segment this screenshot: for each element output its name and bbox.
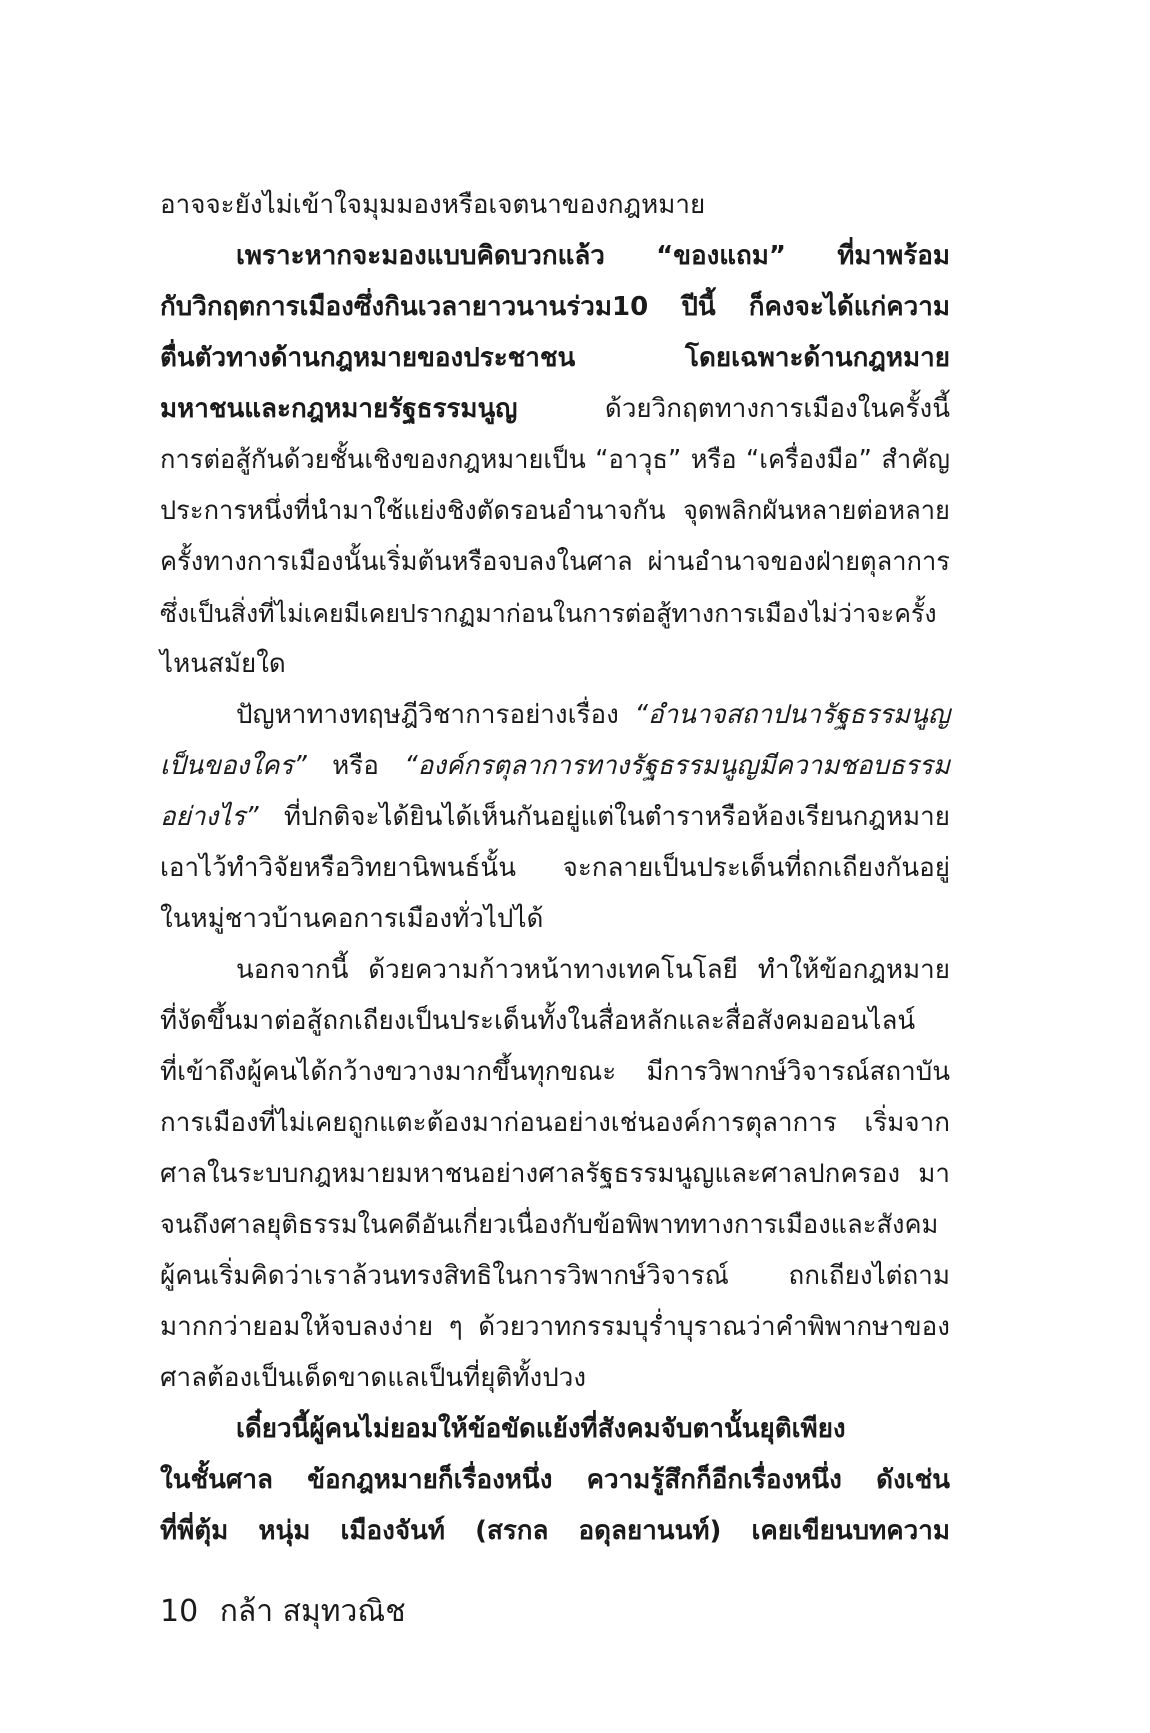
text-segment: เป็นของใคร” xyxy=(160,751,307,781)
text-line xyxy=(160,1047,950,1098)
text-segment: อย่างไร” xyxy=(160,802,259,832)
text-segment: “องค์กรตุลาการทางรัฐธรรมนูญมีความชอบธรรม xyxy=(404,751,950,781)
text-segment: “อำนาจสถาปนารัฐธรรมนูญ xyxy=(634,700,950,730)
text-line xyxy=(160,1098,950,1149)
text-segment: ที่เข้าถึงผู้คนได้กว้างขวางมากขึ้นทุกขณะ มีการวิพากษ์วิจารณ์สถาบัน xyxy=(160,1057,950,1087)
text-segment: ด้วยวิกฤตทางการเมืองในครั้งนี้ xyxy=(517,394,950,424)
body-text xyxy=(160,180,950,1557)
text-segment: เพราะหากจะมองแบบคิดบวกแล้ว “ของแถม” ที่มาพร้อม xyxy=(236,241,950,271)
text-line xyxy=(160,843,950,894)
text-line xyxy=(160,180,950,231)
text-line xyxy=(160,690,950,741)
text-line xyxy=(160,588,950,639)
text-line xyxy=(160,894,950,945)
text-segment: ประการหนึ่งที่นำมาใช้แย่งชิงตัดรอนอำนาจกัน จุดพลิกผันหลายต่อหลาย xyxy=(160,496,950,526)
text-segment: การเมืองที่ไม่เคยถูกแตะต้องมาก่อนอย่างเช่นองค์การตุลาการ เริ่มจาก xyxy=(160,1108,950,1138)
text-line xyxy=(160,1353,950,1404)
text-segment: ผู้คนเริ่มคิดว่าเราล้วนทรงสิทธิในการวิพากษ์วิจารณ์ ถกเถียงไต่ถาม xyxy=(160,1261,950,1291)
text-segment: ที่งัดขึ้นมาต่อสู้ถกเถียงเป็นประเด็นทั้งในสื่อหลักและสื่อสังคมออนไลน์ xyxy=(160,1006,916,1036)
text-segment: ปัญหาทางทฤษฎีวิชาการอย่างเรื่อง xyxy=(236,700,635,730)
text-line xyxy=(160,282,950,333)
text-segment: การต่อสู้กันด้วยชั้นเชิงของกฎหมายเป็น “อาวุธ” หรือ “เครื่องมือ” สำคัญ xyxy=(160,445,950,475)
text-line xyxy=(160,486,950,537)
text-line xyxy=(160,1404,950,1455)
text-segment: มหาชนและกฎหมายรัฐธรรมนูญ xyxy=(160,394,518,424)
text-segment: ในชั้นศาล ข้อกฎหมายก็เรื่องหนึ่ง ความรู้สึกก็อีกเรื่องหนึ่ง ดังเช่น xyxy=(160,1465,950,1495)
text-segment: หรือ xyxy=(306,751,405,781)
text-line xyxy=(160,945,950,996)
text-segment: กับวิกฤตการเมืองซึ่งกินเวลายาวนานร่วม10 ปีนี้ ก็คงจะได้แก่ความ xyxy=(160,292,950,322)
text-line xyxy=(160,435,950,486)
text-segment: ศาลต้องเป็นเด็ดขาดแลเป็นที่ยุติทั้งปวง xyxy=(160,1363,587,1393)
text-line xyxy=(160,1302,950,1353)
text-line xyxy=(160,1251,950,1302)
text-segment: ที่พี่ตุ้ม หนุ่ม เมืองจันท์ (สรกล อดุลยานนท์) เคยเขียนบทความ xyxy=(160,1516,950,1546)
text-segment: จนถึงศาลยุติธรรมในคดีอันเกี่ยวเนื่องกับข้อพิพาททางการเมืองและสังคม xyxy=(160,1210,939,1240)
text-segment: นอกจากนี้ ด้วยความก้าวหน้าทางเทคโนโลยี ทำให้ข้อกฎหมาย xyxy=(236,955,950,985)
text-segment: ตื่นตัวทางด้านกฎหมายของประชาชน โดยเฉพาะด้านกฎหมาย xyxy=(160,343,950,373)
text-line xyxy=(160,537,950,588)
text-segment: เดี๋ยวนี้ผู้คนไม่ยอมให้ข้อขัดแย้งที่สังคมจับตานั้นยุติเพียง xyxy=(236,1414,846,1444)
text-line xyxy=(160,1149,950,1200)
text-line xyxy=(160,333,950,384)
page-number: 10 xyxy=(160,1594,199,1629)
text-line xyxy=(160,1455,950,1506)
text-line xyxy=(160,384,950,435)
text-segment: ที่ปกติจะได้ยินได้เห็นกันอยู่แต่ในตำราหรือห้องเรียนกฎหมาย xyxy=(258,802,950,832)
text-line xyxy=(160,231,950,282)
page-footer xyxy=(160,1592,406,1632)
text-line xyxy=(160,996,950,1047)
text-segment: ครั้งทางการเมืองนั้นเริ่มต้นหรือจบลงในศาล ผ่านอำนาจของฝ่ายตุลาการ xyxy=(160,547,950,577)
text-segment: อาจจะยังไม่เข้าใจมุมมองหรือเจตนาของกฎหมาย xyxy=(160,190,706,220)
text-line xyxy=(160,1506,950,1557)
text-line xyxy=(160,639,950,690)
text-line xyxy=(160,741,950,792)
text-segment: ในหมู่ชาวบ้านคอการเมืองทั่วไปได้ xyxy=(160,904,544,934)
text-segment: ซึ่งเป็นสิ่งที่ไม่เคยมีเคยปรากฏมาก่อนในการต่อสู้ทางการเมืองไม่ว่าจะครั้ง xyxy=(160,599,937,628)
footer-author: กล้า สมุทวณิช xyxy=(219,1594,406,1629)
text-segment: เอาไว้ทำวิจัยหรือวิทยานิพนธ์นั้น จะกลายเป็นประเด็นที่ถกเถียงกันอยู่ xyxy=(160,853,950,883)
text-line xyxy=(160,1200,950,1251)
text-segment: มากกว่ายอมให้จบลงง่าย ๆ ด้วยวาทกรรมบุร่ำบุราณว่าคำพิพากษาของ xyxy=(160,1312,950,1342)
text-line xyxy=(160,792,950,843)
text-segment: ไหนสมัยใด xyxy=(160,649,286,679)
text-segment: ศาลในระบบกฎหมายมหาชนอย่างศาลรัฐธรรมนูญและศาลปกครอง มา xyxy=(160,1159,950,1189)
